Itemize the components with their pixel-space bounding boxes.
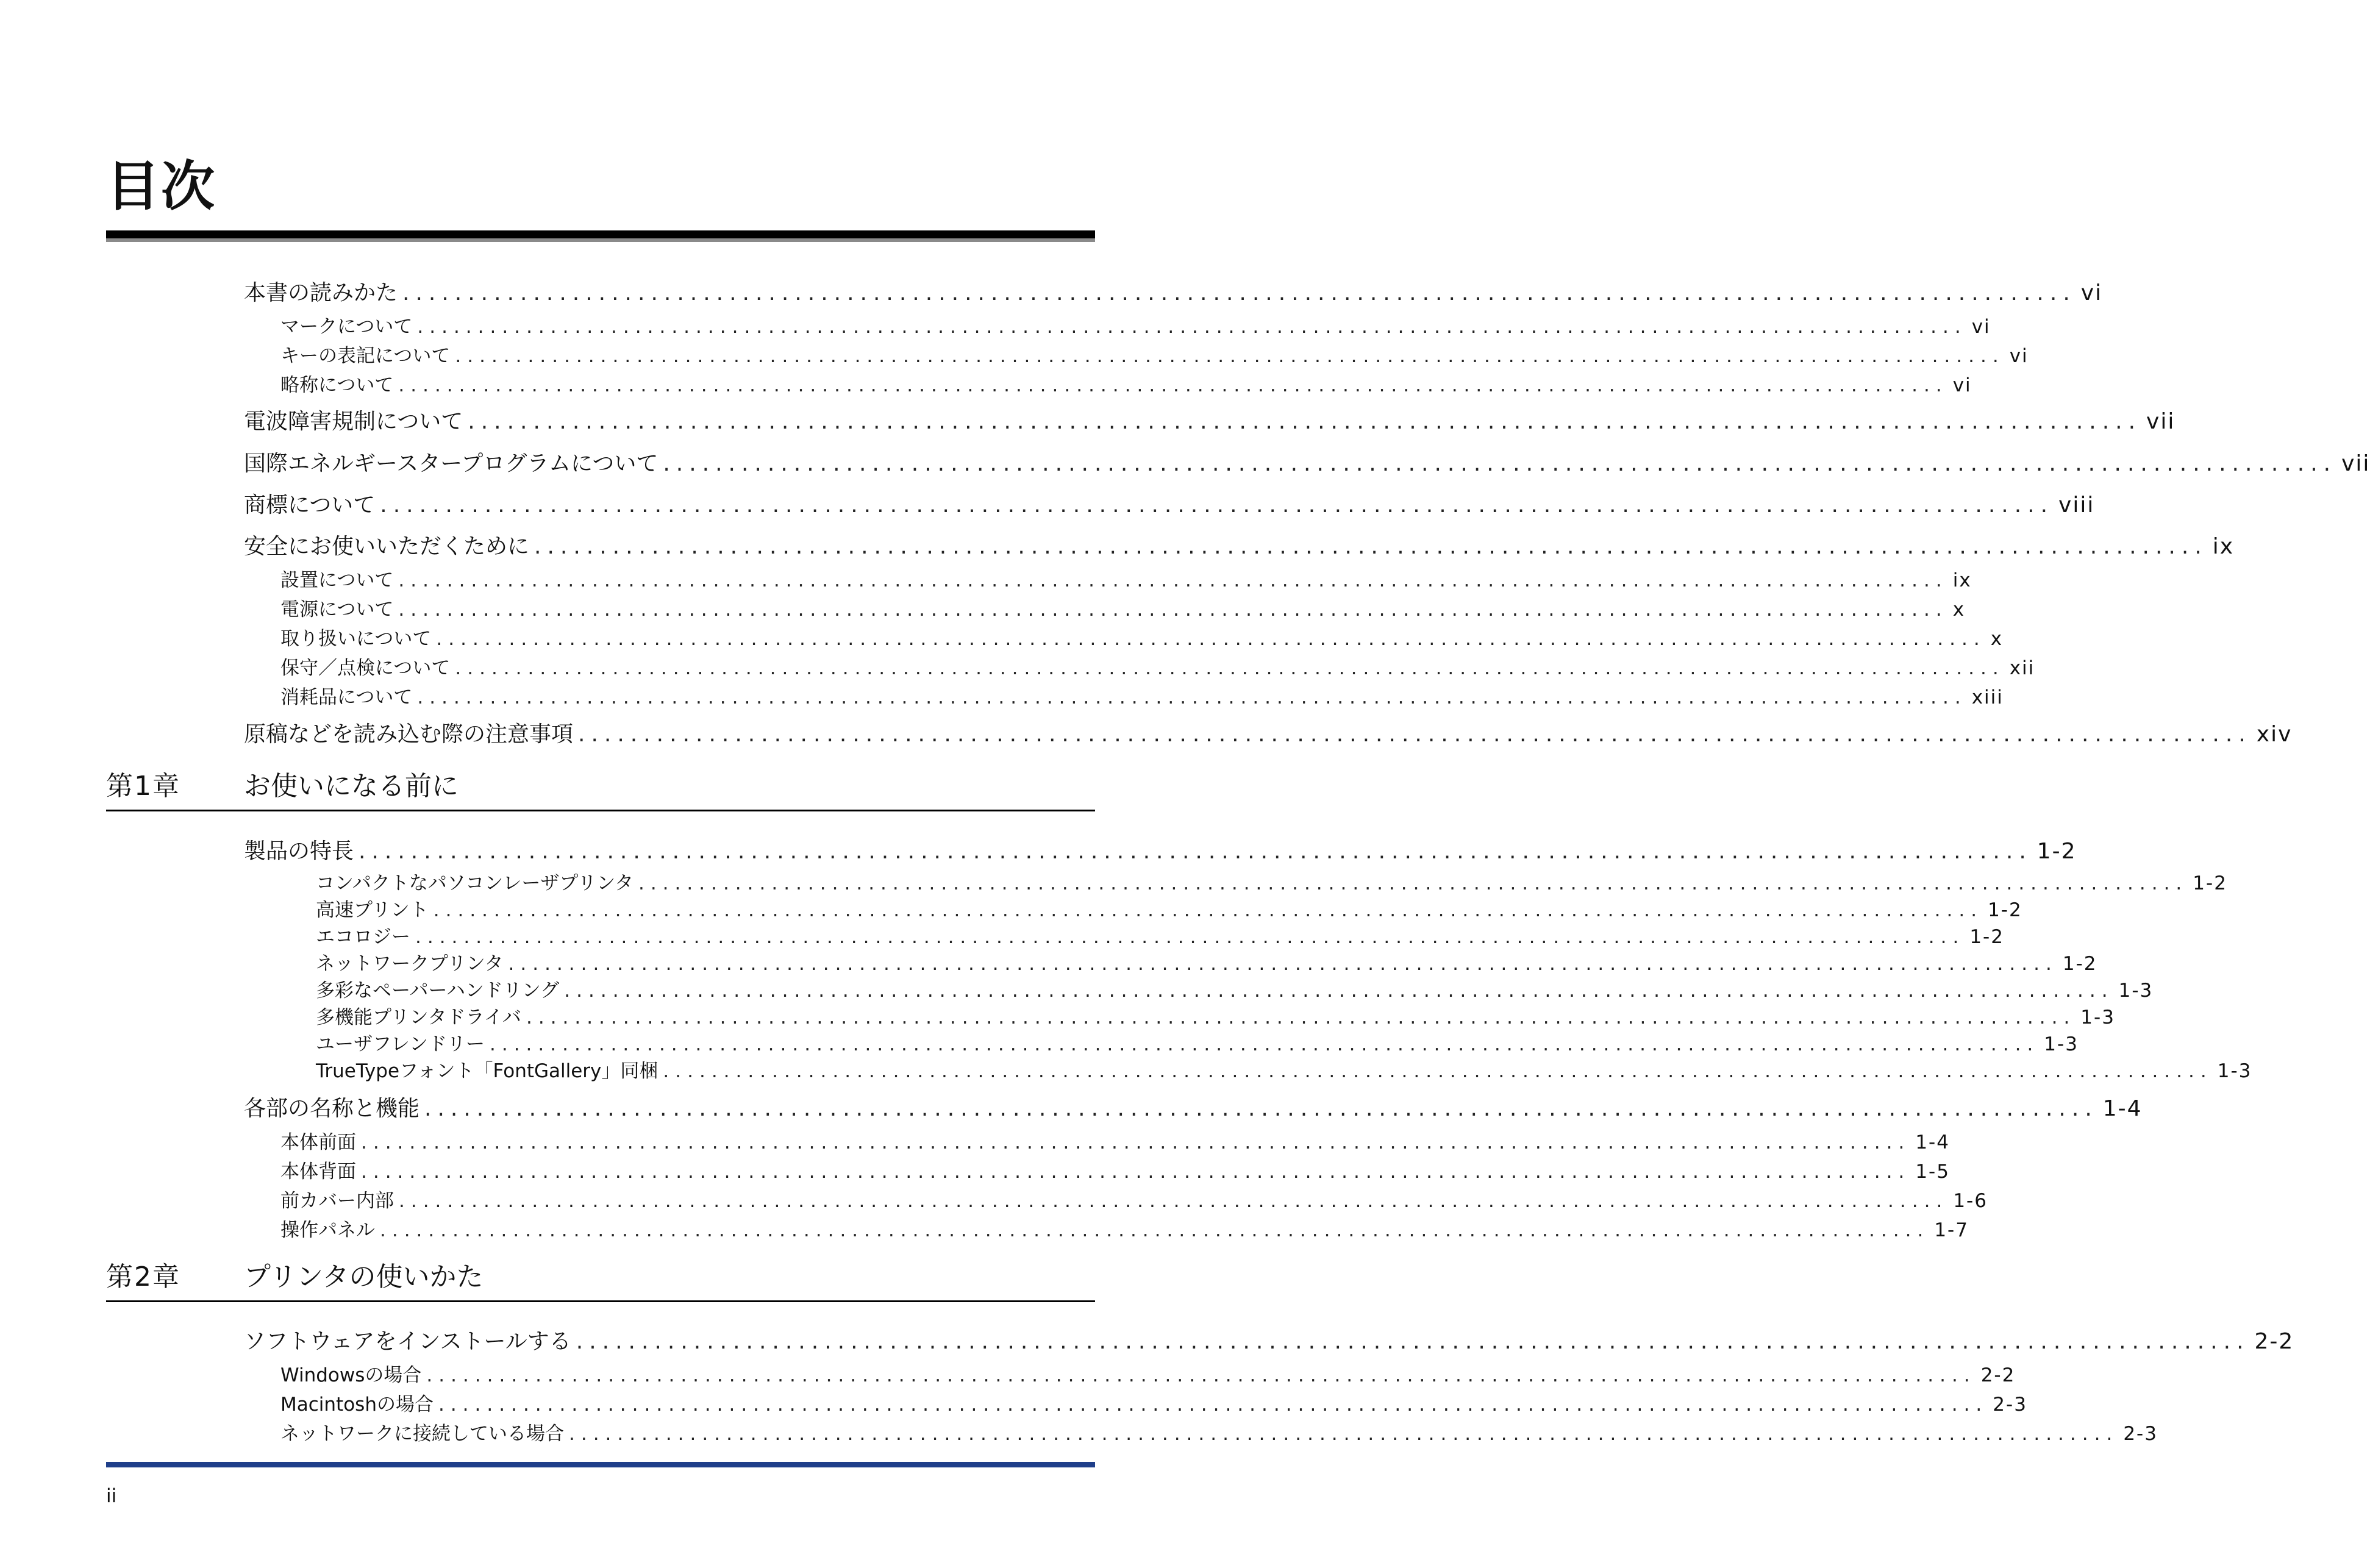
toc-entry-label: 本体背面 [280,1161,356,1183]
toc-entry-label: Windowsの場合 [280,1364,422,1386]
toc-entry[interactable] [316,1055,2252,1083]
toc-entry[interactable] [280,311,1991,338]
toc-entry-page: 1-3 [2044,1033,2079,1055]
dot-leader: ................................................................................................................................ [380,493,2054,518]
toc-entry[interactable] [316,975,2154,1002]
dot-leader: ................................................................................................................................ [569,1423,2119,1445]
dot-leader: ................................................................................................................................ [436,628,1986,650]
toc-entry-page: 1-2 [2193,872,2227,894]
toc-entry-label: 多機能プリンタドライバ [316,1007,521,1028]
dot-leader: ................................................................................................................................ [489,1033,2040,1055]
toc-entry-label: 略称について [280,374,394,396]
toc-entry-label: 操作パネル [280,1219,375,1241]
toc-entry-label: ネットワークに接続している場合 [280,1423,564,1445]
toc-entry-page: vi [1971,316,1991,338]
dot-leader: ................................................................................................................................ [361,1161,1911,1183]
toc-entry[interactable] [244,488,2095,519]
toc-entry[interactable] [316,1028,2079,1056]
toc-entry[interactable] [316,921,2004,949]
dot-leader: ................................................................................................................................ [417,316,1967,338]
dot-leader: ................................................................................................................................ [398,569,1948,591]
toc-entry-page: vi [2080,280,2103,305]
dot-leader: ................................................................................................................................ [398,374,1948,396]
toc-entry-label: ユーザフレンドリー [316,1033,485,1055]
title-rule [106,230,1095,238]
dot-leader: ................................................................................................................................ [426,1364,1976,1386]
dot-leader: ................................................................................................................................ [576,1329,2250,1354]
toc-entry-label: マークについて [280,316,413,338]
toc-entry[interactable] [244,834,2077,865]
page-number: ii [106,1485,117,1507]
toc-entry[interactable] [280,1418,2158,1445]
toc-entry[interactable] [280,1360,2016,1387]
toc-entry[interactable] [316,948,2097,975]
dot-leader: ................................................................................................................................ [578,722,2252,747]
dot-leader: ................................................................................................................................ [399,1190,1949,1212]
toc-entry-page: 1-6 [1953,1190,1988,1212]
toc-entry-label: 電波障害規制について [244,409,463,434]
toc-entry-page: vii [2146,409,2175,434]
dot-leader: ................................................................................................................................ [526,1007,2076,1028]
toc-entry-page: vi [2009,345,2029,367]
toc-entry-page: 1-4 [1915,1131,1950,1153]
toc-entry[interactable] [244,717,2293,748]
toc-entry[interactable] [280,623,2004,650]
toc-entry[interactable] [244,404,2175,435]
toc-entry[interactable] [280,1389,2027,1416]
dot-leader: ................................................................................................................................ [380,1219,1930,1241]
toc-entry[interactable] [316,1002,2115,1029]
toc-entry-label: 原稿などを読み込む際の注意事項 [244,722,574,747]
toc-entry[interactable] [316,868,2227,895]
toc-entry-label: 前カバー内部 [280,1190,394,1212]
toc-entry-label: エコロジー [316,926,410,948]
toc-entry-label: ネットワークプリンタ [316,953,504,975]
toc-entry-label: 商標について [244,493,376,518]
toc-entry[interactable] [244,276,2103,307]
toc-entry[interactable] [280,340,2029,368]
title-rule-shadow [106,238,1095,242]
dot-leader: ................................................................................................................................ [398,599,1948,621]
toc-entry-page: 2-3 [1993,1394,2027,1416]
chapter-number: 第2章 [106,1261,180,1292]
toc-entry-label: 高速プリント [316,899,429,921]
toc-entry-label: 国際エネルギースタープログラムについて [244,451,659,476]
toc-entry-page: 1-7 [1934,1219,1969,1241]
toc-entry-page: 1-2 [1969,926,2004,948]
toc-entry-label: 安全にお使いいただくために [244,534,530,559]
chapter-title: お使いになる前に [244,771,459,802]
toc-entry-page: ix [1952,569,1972,591]
toc-entry-page: 2-3 [2123,1423,2158,1445]
toc-entry[interactable] [280,1127,1950,1154]
toc-entry[interactable] [316,894,2022,922]
toc-entry-label: 本体前面 [280,1131,356,1153]
chapter-title: プリンタの使いかた [244,1261,484,1292]
toc-entry-label: Macintoshの場合 [280,1394,434,1416]
toc-entry-page: x [1990,628,2004,650]
page-title: 目次 [106,155,216,218]
toc-entry[interactable] [244,446,2370,477]
dot-leader: ................................................................................................................................ [534,534,2208,559]
chapter-rule [106,1300,1095,1302]
toc-entry-label: 電源について [280,599,394,621]
toc-entry[interactable] [280,682,2004,709]
toc-entry-label: TrueTypeフォント「FontGallery」同梱 [316,1060,659,1082]
dot-leader: ................................................................................................................................ [361,1131,1911,1153]
dot-leader: ................................................................................................................................ [455,657,2005,679]
toc-entry-page: vii [2341,451,2370,476]
toc-entry-page: 1-3 [2080,1007,2115,1028]
toc-entry-page: x [1952,599,1966,621]
dot-leader: ................................................................................................................................ [402,280,2076,305]
toc-entry-page: 1-3 [2217,1060,2252,1082]
dot-leader: ................................................................................................................................ [438,1394,1988,1416]
chapter-rule [106,810,1095,811]
toc-entry-label: キーの表記について [280,345,451,367]
toc-entry-page: 1-4 [2102,1096,2143,1121]
footer-rule [106,1462,1095,1467]
dot-leader: ................................................................................................................................ [508,953,2058,975]
toc-entry-page: 2-2 [2254,1329,2294,1354]
toc-entry-label: 多彩なペーパーハンドリング [316,980,560,1002]
toc-entry[interactable] [244,1324,2294,1355]
toc-entry[interactable] [244,1091,2143,1122]
toc-entry-label: 設置について [280,569,394,591]
toc-entry-label: コンパクトなパソコンレーザプリンタ [316,872,634,894]
toc-entry-page: 1-5 [1915,1161,1950,1183]
toc-entry[interactable] [280,594,1966,621]
dot-leader: ................................................................................................................................ [564,980,2114,1002]
toc-entry-label: 本書の読みかた [244,280,398,305]
toc-entry-label: 取り扱いについて [280,628,432,650]
dot-leader: ................................................................................................................................ [455,345,2005,367]
toc-entry[interactable] [280,1214,1969,1242]
toc-entry-page: vi [1952,374,1972,396]
chapter-number: 第1章 [106,771,180,802]
toc-entry-page: xii [2009,657,2035,679]
toc-entry-page: xiii [1971,686,2004,708]
dot-leader: ................................................................................................................................ [468,409,2142,434]
toc-entry-label: 保守／点検について [280,657,451,679]
toc-entry-page: 2-2 [1980,1364,2016,1386]
dot-leader: ................................................................................................................................ [359,839,2032,864]
dot-leader: ................................................................................................................................ [424,1096,2098,1121]
dot-leader: ................................................................................................................................ [638,872,2188,894]
toc-entry-page: 1-2 [2062,953,2097,975]
toc-entry[interactable] [280,652,2035,680]
toc-entry-label: 製品の特長 [244,839,354,864]
toc-entry[interactable] [244,529,2235,560]
toc-entry-page: viii [2058,493,2095,518]
toc-entry[interactable] [280,565,1972,592]
toc-entry-label: ソフトウェアをインストールする [244,1329,571,1354]
dot-leader: ................................................................................................................................ [433,899,1983,921]
toc-entry-label: 消耗品について [280,686,413,708]
dot-leader: ................................................................................................................................ [415,926,1965,948]
dot-leader: ................................................................................................................................ [663,451,2337,476]
toc-entry-page: 1-3 [2118,980,2154,1002]
toc-entry[interactable] [280,369,1972,397]
toc-entry-page: 1-2 [1988,899,2022,921]
toc-entry[interactable] [280,1156,1950,1183]
toc-entry[interactable] [280,1185,1988,1213]
toc-entry-page: ix [2212,534,2235,559]
toc-entry-page: 1-2 [2036,839,2077,864]
toc-entry-page: xiv [2256,722,2293,747]
toc-entry-label: 各部の名称と機能 [244,1096,420,1121]
dot-leader: ................................................................................................................................ [663,1060,2213,1082]
dot-leader: ................................................................................................................................ [417,686,1967,708]
